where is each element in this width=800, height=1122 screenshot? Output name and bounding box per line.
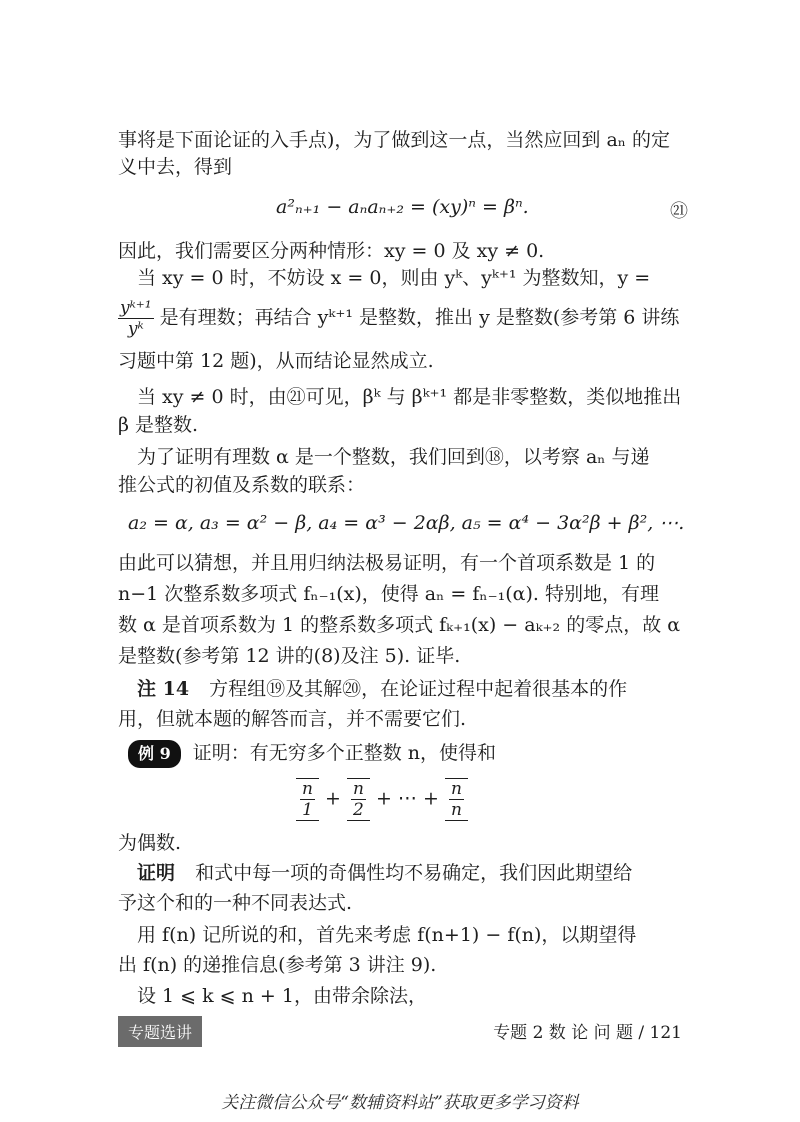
paragraph-line: 予这个和的一种不同表达式. xyxy=(118,892,353,914)
proof-label: 证明 xyxy=(137,862,176,884)
paragraph-line: 设 1 ⩽ k ⩽ n + 1，由带余除法， xyxy=(137,985,427,1007)
paragraph-line: 义中去，得到 xyxy=(118,156,233,178)
paragraph-line: 用 f(n) 记所说的和，首先来考虑 f(n+1) − f(n)，以期望得 xyxy=(137,924,637,946)
page-footer: 专题 2 数 论 问 题 / 121 xyxy=(493,1023,682,1043)
example-9-line xyxy=(128,740,700,768)
section-tag: 专题选讲 xyxy=(118,1016,202,1047)
paragraph-line: β 是整数. xyxy=(118,414,199,436)
sum-numerator: n xyxy=(352,779,364,799)
plus-dots: + ⋯ + xyxy=(375,787,439,810)
proof-text: 和式中每一项的奇偶性均不易确定，我们因此期望给 xyxy=(195,862,633,884)
paragraph-line: 数 α 是首项系数为 1 的整系数多项式 fₖ₊₁(x) − aₖ₊₂ 的零点，故 α xyxy=(118,614,681,636)
paragraph-line: 习题中第 12 题)，从而结论显然成立. xyxy=(118,350,434,372)
fraction-denominator: yᵏ xyxy=(127,319,144,339)
paragraph-line: n−1 次整系数多项式 fₙ₋₁(x)，使得 aₙ = fₙ₋₁(α). 特别地，有理 xyxy=(118,583,659,605)
sum-denominator: n xyxy=(450,800,462,820)
paragraph-line: 当 xy = 0 时，不妨设 x = 0，则由 yᵏ、yᵏ⁺¹ 为整数知，y = xyxy=(137,267,651,289)
paragraph-line: 因此，我们需要区分两种情形：xy = 0 及 xy ≠ 0. xyxy=(118,240,545,262)
paragraph-line: 出 f(n) 的递推信息(参考第 3 讲注 9). xyxy=(118,954,437,976)
floor-bracket xyxy=(445,778,468,821)
sum-denominator: 2 xyxy=(353,800,364,820)
paragraph-line: 为了证明有理数 α 是一个整数，我们回到⑱，以考察 aₙ 与递 xyxy=(137,446,650,468)
paragraph-text: 是有理数；再结合 yᵏ⁺¹ 是整数，推出 y 是整数(参考第 6 讲练 xyxy=(159,306,680,329)
paragraph-line: 是整数(参考第 12 讲的(8)及注 5). 证毕. xyxy=(118,645,461,667)
fraction-numerator: yᵏ⁺¹ xyxy=(120,298,152,318)
proof-line xyxy=(137,860,709,886)
fraction-y xyxy=(118,298,154,339)
sum-numerator: n xyxy=(450,779,462,799)
note-14-label: 注 14 xyxy=(137,678,190,700)
example-text: 证明：有无穷多个正整数 n，使得和 xyxy=(192,742,497,764)
sum-numerator: n xyxy=(302,779,313,799)
note-14-line xyxy=(137,676,709,702)
example-badge: 例 9 xyxy=(128,740,181,768)
sequence-equation: a₂ = α, a₃ = α² − β, a₄ = α³ − 2αβ, a₅ = α⁴ − 3α²β + β², ⋯. xyxy=(128,512,685,534)
paragraph-line: 推公式的初值及系数的联系： xyxy=(118,474,366,496)
floor-sum-formula xyxy=(296,778,468,821)
floor-bracket xyxy=(347,778,370,821)
paragraph-line: 为偶数. xyxy=(118,832,182,854)
note-14-text: 方程组⑲及其解⑳，在论证过程中起着很基本的作 xyxy=(209,678,628,700)
equation-number: ㉑ xyxy=(670,201,688,222)
paragraph-line xyxy=(118,298,690,339)
watermark-text: 关注微信公众号“数辅资料站”获取更多学习资料 xyxy=(221,1093,579,1113)
paragraph-line: 事将是下面论证的入手点)，为了做到这一点，当然应回到 aₙ 的定 xyxy=(118,129,671,151)
plus-sign: + xyxy=(325,787,341,810)
equation-21: a²ₙ₊₁ − aₙaₙ₊₂ = (xy)ⁿ = βⁿ. xyxy=(276,196,529,218)
floor-bracket xyxy=(296,778,319,821)
paragraph-line: 用，但就本题的解答而言，并不需要它们. xyxy=(118,708,467,730)
sum-denominator: 1 xyxy=(302,800,313,820)
paragraph-line: 当 xy ≠ 0 时，由㉑可见，βᵏ 与 βᵏ⁺¹ 都是非零整数，类似地推出 xyxy=(137,386,682,408)
paragraph-line: 由此可以猜想，并且用归纳法极易证明，有一个首项系数是 1 的 xyxy=(118,552,656,574)
